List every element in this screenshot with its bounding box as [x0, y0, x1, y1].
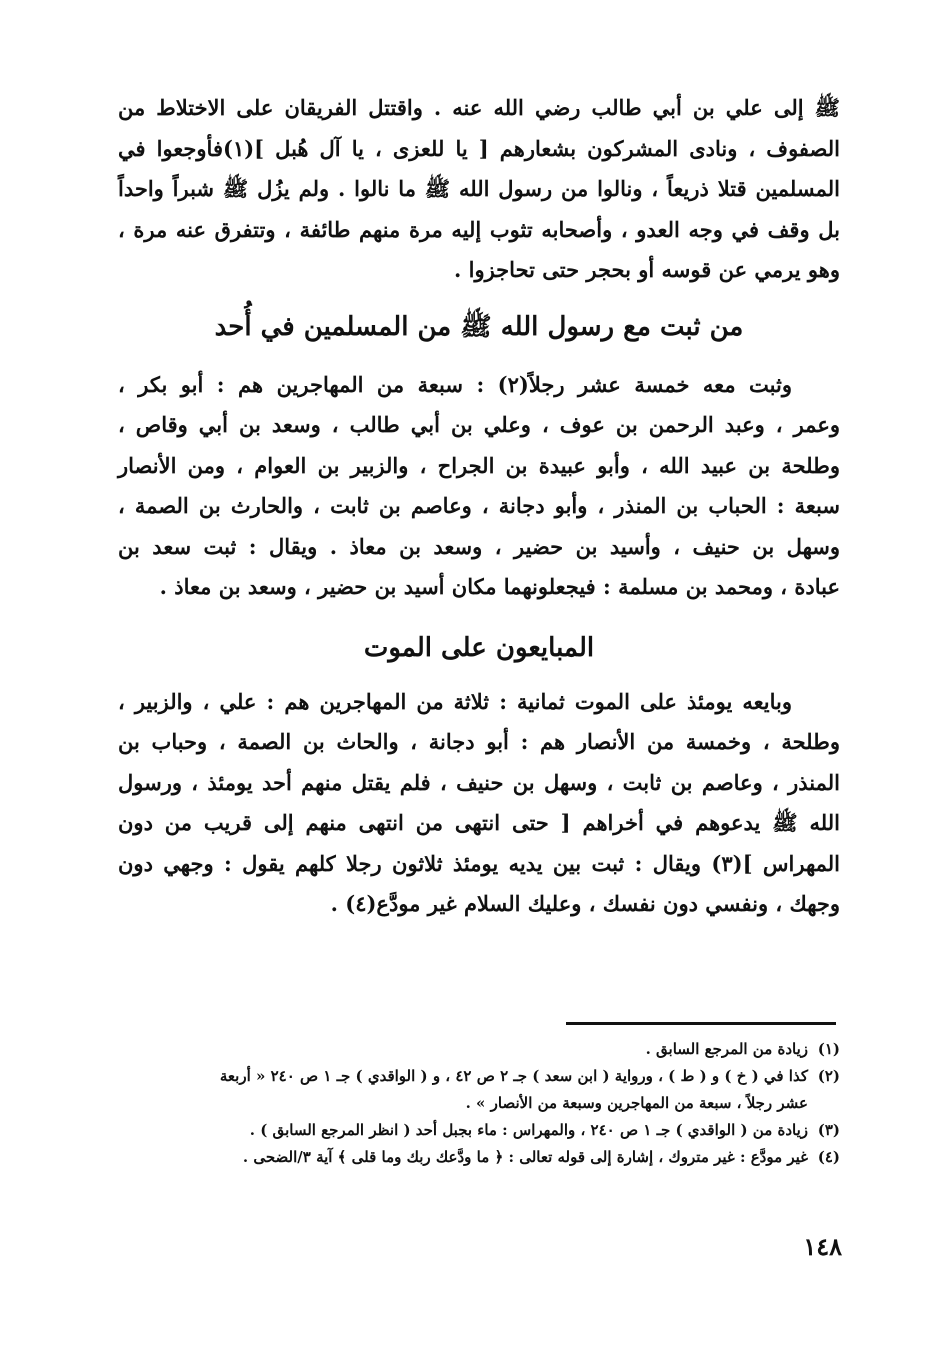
text-line: وجهك ، ونفسي دون نفسك ، وعليك السلام غير مودَّع(٤) .: [330, 891, 840, 916]
text-line: الصفوف ، ونادى المشركون بشعارهم [ يا للعزى ، يا آل هُبل ](١)فأوجعوا في: [118, 135, 840, 161]
footnote-text: زيادة من المرجع السابق .: [645, 1040, 808, 1058]
main-text: [118, 88, 840, 925]
text-line: عبادة ، ومحمد بن مسلمة : فيجعلونهما مكان أسيد بن حضير ، وسعد بن معاذ .: [159, 574, 840, 599]
text-line: وطلحة ، وخمسة من الأنصار هم : أبو دجانة ، والحاث بن الصمة ، وحباب بن: [118, 729, 840, 754]
text-line: المسلمين قتلا ذريعاً ، ونالوا من رسول الله ﷺ ما نالوا . ولم يزُل ﷺ شبراً واحداً: [118, 176, 840, 201]
text-line: ﷺ إلى علي بن أبي طالب رضي الله عنه . واقتتل الفريقان على الاختلاط من: [118, 95, 840, 120]
text-line: وعمر ، وعبد الرحمن بن عوف ، وعلي بن أبي طالب ، وسعد بن أبي وقاص ،: [118, 412, 840, 437]
text-line: بل وقف في وجه العدو ، وأصحابه تثوب إليه مرة منهم طائفة ، وتتفرق عنه مرة ،: [118, 216, 840, 242]
text-line: المنذر ، وعاصم بن ثابت ، وسهل بن حنيف ، فلم يقتل منهم أحد يومئذ ، ورسول: [118, 769, 840, 795]
footnote-number: (١): [817, 1040, 840, 1058]
footnote-number: (٢): [817, 1067, 840, 1085]
footnote-text: كذا في ( خ ) و ( ط ) ، ورواية ( ابن سعد ) جـ ٢ ص ٤٢ ، و ( الواقدي ) جـ ١ ص ٢٤٠ « أربعة: [219, 1067, 808, 1085]
section-heading-pledge: المبايعون على الموت: [363, 632, 595, 663]
footnote-1: [110, 1036, 840, 1063]
text-line: وثبت معه خمسة عشر رجلاً(٢) : سبعة من المهاجرين هم : أبو بكر ،: [118, 371, 792, 397]
text-line: سبعة : الحباب بن المنذر ، وأبو دجانة ، وعاصم بن ثابت ، والحارث بن الصمة ،: [118, 493, 840, 518]
section-heading-steadfast: من ثبت مع رسول الله ﷺ من المسلمين في أُحد: [214, 311, 744, 342]
footnote-text-continued: عشر رجلاً ، سبعة من المهاجرين وسبعة من الأنصار » .: [465, 1094, 808, 1112]
text-line: وهو يرمي عن قوسه أو بحجر حتى تحاجزوا .: [454, 257, 840, 282]
text-line: وبايعه يومئذ على الموت ثمانية : ثلاثة من المهاجرين هم : علي ، والزبير ،: [118, 688, 792, 714]
footnote-4: [110, 1144, 840, 1171]
footnotes: [110, 1036, 840, 1171]
footnote-number: (٤): [817, 1148, 840, 1166]
paragraph-2: [118, 365, 840, 608]
footnote-divider: [566, 1022, 836, 1025]
footnote-text: زيادة من ( الواقدي ) جـ ١ ص ٢٤٠ ، والمهراس : ماء بجبل أحد ( انظر المرجع السابق ) .: [249, 1121, 808, 1139]
footnote-text: غير مودَّع : غير متروك ، إشارة إلى قوله تعالى : ﴿ ما ودَّعك ربك وما قلى ﴾ آية ٣/الضحى .: [242, 1148, 808, 1166]
footnote-number: (٣): [817, 1121, 840, 1139]
text-line: المهراس ](٣) ويقال : ثبت بين يديه يومئذ ثلاثون رجلا كلهم يقول : وجهي دون: [118, 850, 840, 876]
text-line: وطلحة بن عبيد الله ، وأبو عبيدة بن الجراح ، والزبير بن العوام ، ومن الأنصار: [118, 452, 840, 478]
text-line: الله ﷺ يدعوهم في أخراهم [ حتى انتهى من انتهى منهم إلى قريب من دون: [118, 810, 840, 835]
footnote-3: [110, 1117, 840, 1144]
text-line: وسهل بن حنيف ، وأسيد بن حضير ، وسعد بن معاذ . ويقال : ثبت سعد بن: [118, 533, 840, 559]
page-number: ١٤٨: [803, 1232, 842, 1261]
paragraph-1: [118, 88, 840, 291]
footnote-2: [110, 1063, 840, 1090]
paragraph-3: [118, 682, 840, 925]
